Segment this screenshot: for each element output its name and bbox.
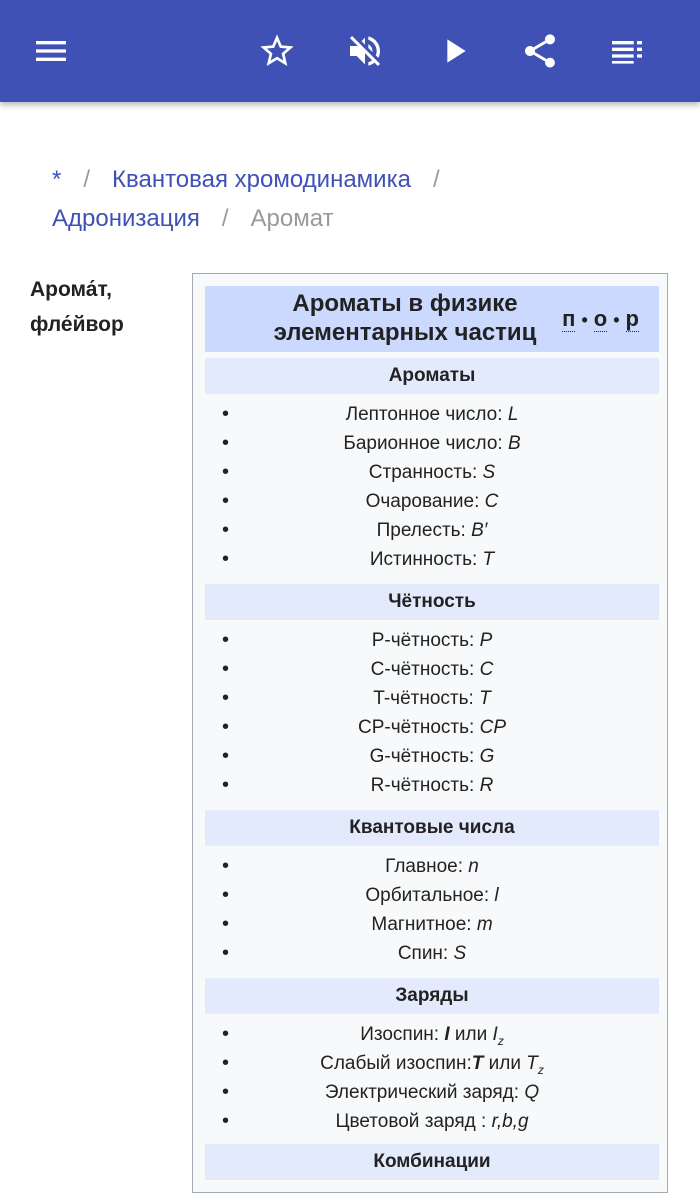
star-icon [257,31,297,71]
navbox-list-item[interactable] [205,771,659,800]
navbox-list-item[interactable] [205,1020,659,1049]
bullet-icon: • [222,461,230,483]
breadcrumb-link-root[interactable]: * [52,166,62,193]
bullet-icon: • [222,884,230,906]
bullet-icon: • [222,519,230,541]
navbox-section-heading: Комбинации [205,1144,659,1180]
tools-separator: • [613,310,620,330]
navbox-list-item[interactable] [205,487,659,516]
share-button[interactable] [516,27,564,75]
favorite-button[interactable] [253,27,301,75]
navbox-list-item[interactable] [205,939,659,968]
item-symbol: T [482,549,495,570]
navbox-title-text [205,289,608,347]
item-label: Главное: [385,856,469,877]
navbox-list-item[interactable] [205,1107,659,1136]
bullet-icon: • [222,913,230,935]
contents-button[interactable] [603,27,651,75]
intro-term-alt: фле́йвор [30,313,124,336]
bullet-icon: • [222,658,230,680]
navbox-list-item[interactable] [205,516,659,545]
bullet-icon: • [222,490,230,512]
bullet-icon: • [222,774,230,796]
item-label: Орбитальное: [365,885,495,906]
item-connector: или [449,1024,493,1045]
navbox-list-item[interactable] [205,742,659,771]
navbox-list-item[interactable] [205,626,659,655]
item-symbol: B′ [471,520,488,541]
navbox-list-item[interactable] [205,1049,659,1078]
item-label: Магнитное: [371,914,477,935]
navbox-list-item[interactable] [205,852,659,881]
item-label: Лептонное число: [345,404,508,425]
play-button[interactable] [430,27,478,75]
item-label: T-чётность: [373,688,480,709]
item-label: G-чётность: [369,746,480,767]
breadcrumb-link-qcd[interactable]: Квантовая хромодинамика [112,166,411,193]
item-label: Барионное число: [343,433,508,454]
breadcrumb-separator: / [221,205,229,232]
mute-button[interactable] [341,27,389,75]
item-label: CP-чётность: [357,717,480,738]
navbox-list-item[interactable] [205,881,659,910]
breadcrumb-current: Аромат [250,205,334,232]
item-symbol: L [507,404,519,425]
item-subscript: z [537,1062,544,1077]
menu-button[interactable] [27,27,75,75]
item-label: Истинность: [369,549,483,570]
bullet-icon: • [222,1023,230,1045]
item-symbol: C [479,659,494,680]
item-symbol: T [479,688,491,709]
navbox-list-item[interactable] [205,713,659,742]
item-label: C-чётность: [370,659,480,680]
bullet-icon: • [222,942,230,964]
item-label: Спин: [397,943,454,964]
item-label: Прелесть: [376,520,472,541]
item-symbol: G [479,746,495,767]
bullet-icon: • [222,432,230,454]
item-label: R-чётность: [370,775,480,796]
navbox-tools [562,306,639,332]
navbox-list-item[interactable] [205,655,659,684]
item-symbol: T [526,1053,538,1074]
navbox-list-item[interactable] [205,910,659,939]
bullet-icon: • [222,403,230,425]
item-label: Электрический заряд: [324,1082,525,1103]
navbox-list-item[interactable] [205,684,659,713]
item-symbol: P [479,630,493,651]
item-symbol: B [507,433,521,454]
item-symbol: m [476,914,493,935]
bullet-icon: • [222,687,230,709]
navbox-list-item[interactable] [205,545,659,574]
volume-off-icon [345,31,385,71]
bullet-icon: • [222,855,230,877]
breadcrumb-link-hadronization[interactable]: Адронизация [52,205,200,232]
navbox-section-heading: Квантовые числа [205,810,659,846]
bullet-icon: • [222,1081,230,1103]
navbox-list-item[interactable] [205,429,659,458]
item-connector: или [483,1053,527,1074]
breadcrumb-separator: / [432,166,440,193]
item-label: Очарование: [365,491,485,512]
bullet-icon: • [222,1052,230,1074]
breadcrumb [52,160,672,238]
item-symbol: r,b,g [491,1111,529,1132]
item-symbol: T [471,1053,484,1074]
navbox [192,273,668,1193]
bullet-icon: • [222,745,230,767]
item-symbol: Q [524,1082,540,1103]
navbox-view-link[interactable]: п [562,306,576,331]
item-symbol: I [444,1024,450,1045]
navbox-discuss-link[interactable]: о [593,306,608,331]
navbox-list-item[interactable] [205,1078,659,1107]
intro-term: Арома́т, [30,278,113,301]
play-icon [434,31,474,71]
item-label: Слабый изоспин: [320,1053,472,1074]
navbox-list-item[interactable] [205,400,659,429]
navbox-edit-link[interactable]: р [625,306,639,331]
item-subscript: z [497,1033,504,1048]
menu-icon [31,31,71,71]
list-icon [607,31,647,71]
item-label: Странность: [368,462,483,483]
item-symbol: CP [479,717,506,738]
item-symbol: n [468,856,479,877]
item-label: Цветовой заряд : [335,1111,492,1132]
navbox-title [205,286,659,352]
item-symbol: l [494,885,499,906]
navbox-section-heading: Ароматы [205,358,659,394]
bullet-icon: • [222,629,230,651]
item-symbol: I [492,1024,498,1045]
navbox-section-heading: Чётность [205,584,659,620]
item-symbol: S [453,943,467,964]
article-intro [30,272,180,342]
app-toolbar [0,0,700,102]
bullet-icon: • [222,1110,230,1132]
item-symbol: R [479,775,494,796]
bullet-icon: • [222,716,230,738]
bullet-icon: • [222,548,230,570]
navbox-title-line: Ароматы в физике [292,290,518,317]
item-label: Изоспин: [360,1024,445,1045]
navbox-title-line: элементарных частиц [273,319,537,346]
item-symbol: S [482,462,496,483]
navbox-section-heading: Заряды [205,978,659,1014]
item-symbol: C [484,491,499,512]
share-icon [520,31,560,71]
item-label: P-чётность: [371,630,480,651]
tools-separator: • [581,310,588,330]
breadcrumb-separator: / [83,166,91,193]
navbox-list-item[interactable] [205,458,659,487]
